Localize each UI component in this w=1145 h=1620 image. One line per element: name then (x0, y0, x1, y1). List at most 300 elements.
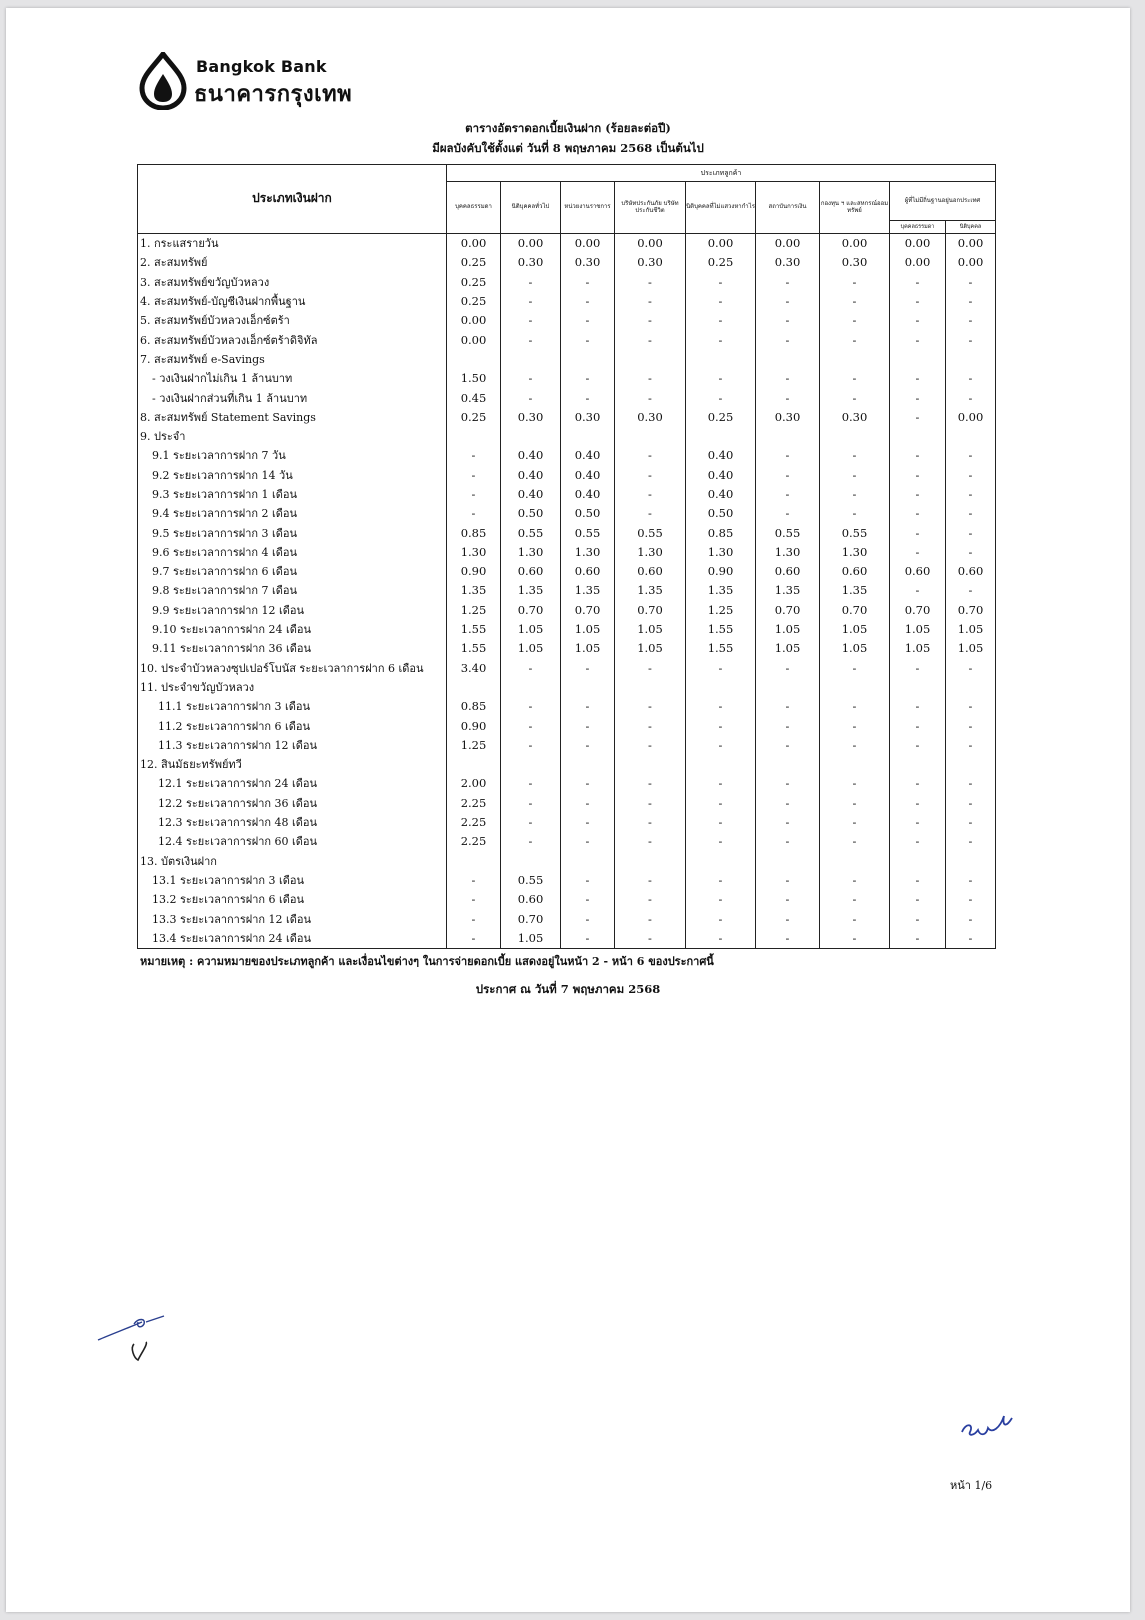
rate-cell: - (686, 832, 756, 851)
rate-cell: - (561, 909, 615, 928)
rate-cell (615, 350, 686, 369)
rate-cell (501, 678, 561, 697)
header-col: นิติบุคคลทั่วไป (501, 182, 561, 234)
rate-cell: 0.50 (501, 504, 561, 523)
rate-cell: - (501, 697, 561, 716)
row-label: 9.5 ระยะเวลาการฝาก 3 เดือน (138, 523, 447, 542)
header-customer-type: ประเภทลูกค้า (447, 165, 996, 182)
table-row (138, 813, 996, 832)
rate-cell: 1.05 (561, 620, 615, 639)
table-row (138, 890, 996, 909)
rate-cell: - (946, 273, 996, 292)
rate-cell: 0.00 (447, 330, 501, 349)
header-col: หน่วยงานราชการ (561, 182, 615, 234)
rate-cell: 0.25 (447, 292, 501, 311)
rate-cell: - (756, 871, 820, 890)
rate-cell: 0.00 (756, 234, 820, 254)
rate-cell: 1.35 (447, 581, 501, 600)
rate-cell: - (501, 369, 561, 388)
rate-cell: - (756, 292, 820, 311)
rate-cell: - (501, 311, 561, 330)
rate-cell: 0.55 (501, 871, 561, 890)
row-label: 1. กระแสรายวัน (138, 234, 447, 254)
rate-cell: 0.55 (615, 523, 686, 542)
rate-cell: - (890, 369, 946, 388)
rate-cell: 0.60 (501, 890, 561, 909)
rate-cell: - (501, 388, 561, 407)
rate-cell (820, 852, 890, 871)
rate-cell: 0.60 (946, 562, 996, 581)
rate-cell: - (890, 330, 946, 349)
rate-cell: 0.85 (686, 523, 756, 542)
rate-cell: - (820, 890, 890, 909)
rate-cell: 1.30 (756, 543, 820, 562)
rate-cell: - (756, 929, 820, 949)
rate-cell: - (561, 832, 615, 851)
rate-cell: 0.00 (447, 311, 501, 330)
rate-cell: 0.00 (946, 408, 996, 427)
rate-cell: 0.30 (501, 253, 561, 272)
row-label: 11.1 ระยะเวลาการฝาก 3 เดือน (138, 697, 447, 716)
rate-cell: 0.30 (615, 253, 686, 272)
rate-cell: - (686, 871, 756, 890)
rate-cell: 1.05 (890, 639, 946, 658)
rate-cell (756, 427, 820, 446)
rate-cell: - (756, 273, 820, 292)
rate-cell: - (820, 311, 890, 330)
row-label: 11.2 ระยะเวลาการฝาก 6 เดือน (138, 716, 447, 735)
rate-cell: 0.70 (561, 601, 615, 620)
rate-cell: - (501, 774, 561, 793)
rate-cell: 0.55 (820, 523, 890, 542)
row-label: 3. สะสมทรัพย์ขวัญบัวหลวง (138, 273, 447, 292)
table-row (138, 736, 996, 755)
rate-cell: - (615, 697, 686, 716)
document-title: ตารางอัตราดอกเบี้ยเงินฝาก (ร้อยละต่อปี) (465, 121, 671, 135)
row-label: 13.2 ระยะเวลาการฝาก 6 เดือน (138, 890, 447, 909)
table-row (138, 330, 996, 349)
rate-cell: 0.25 (447, 253, 501, 272)
rate-cell: - (820, 929, 890, 949)
rate-cell: - (890, 890, 946, 909)
rate-cell: - (447, 929, 501, 949)
row-label: 6. สะสมทรัพย์บัวหลวงเอ็กซ์ตร้าดิจิทัล (138, 330, 447, 349)
rate-cell: 0.30 (561, 408, 615, 427)
row-label: 12. สินมัธยะทรัพย์ทวี (138, 755, 447, 774)
rate-cell (686, 427, 756, 446)
rate-cell: - (686, 774, 756, 793)
table-row (138, 369, 996, 388)
table-row (138, 234, 996, 254)
rate-cell (615, 852, 686, 871)
rate-cell: - (561, 369, 615, 388)
table-row (138, 562, 996, 581)
rate-cell: 0.40 (501, 446, 561, 465)
rate-cell: 1.05 (820, 639, 890, 658)
rate-cell: - (820, 388, 890, 407)
rate-cell (501, 755, 561, 774)
rate-cell: 0.25 (447, 273, 501, 292)
rate-cell: - (686, 659, 756, 678)
rate-cell: 0.70 (890, 601, 946, 620)
row-label: 9.7 ระยะเวลาการฝาก 6 เดือน (138, 562, 447, 581)
row-label: 12.4 ระยะเวลาการฝาก 60 เดือน (138, 832, 447, 851)
rate-cell: - (756, 794, 820, 813)
logo-name-th: ธนาคารกรุงเทพ (194, 82, 353, 107)
rate-cell (447, 678, 501, 697)
rate-cell (447, 852, 501, 871)
header-col: กองทุน ฯ และสหกรณ์ออมทรัพย์ (820, 182, 890, 234)
header-col: สถาบันการเงิน (756, 182, 820, 234)
rate-cell: - (820, 446, 890, 465)
rate-cell: - (686, 369, 756, 388)
rate-cell (946, 755, 996, 774)
rate-cell: 0.30 (501, 408, 561, 427)
rate-cell: 1.05 (946, 639, 996, 658)
rate-cell: 0.30 (561, 253, 615, 272)
header-subcol: บุคคลธรรมดา (890, 221, 946, 234)
rate-cell: - (890, 871, 946, 890)
rate-cell (686, 852, 756, 871)
announcement-date: ประกาศ ณ วันที่ 7 พฤษภาคม 2568 (475, 982, 661, 996)
rate-cell (756, 852, 820, 871)
rate-cell: - (561, 736, 615, 755)
rate-cell (615, 427, 686, 446)
rate-cell: 0.90 (447, 562, 501, 581)
rate-cell (890, 755, 946, 774)
rate-cell: - (890, 716, 946, 735)
rate-cell: - (615, 774, 686, 793)
rate-cell: - (946, 311, 996, 330)
rate-cell: - (756, 504, 820, 523)
rate-cell: 0.00 (946, 253, 996, 272)
rate-cell: - (447, 485, 501, 504)
rate-cell: 1.25 (686, 601, 756, 620)
rate-cell: - (946, 466, 996, 485)
row-label: 8. สะสมทรัพย์ Statement Savings (138, 408, 447, 427)
rate-cell: 2.25 (447, 813, 501, 832)
rate-cell: - (756, 716, 820, 735)
rate-cell: - (756, 736, 820, 755)
rate-cell: - (890, 659, 946, 678)
row-label: 13. บัตรเงินฝาก (138, 852, 447, 871)
rate-cell: - (561, 890, 615, 909)
rate-cell: - (890, 929, 946, 949)
rate-cell: 0.30 (615, 408, 686, 427)
rate-cell: 0.55 (756, 523, 820, 542)
rate-cell: - (615, 485, 686, 504)
rate-cell: - (561, 929, 615, 949)
rate-cell: - (946, 929, 996, 949)
table-row (138, 253, 996, 272)
rate-cell: 1.05 (501, 929, 561, 949)
rate-cell: 0.60 (615, 562, 686, 581)
rate-cell: - (946, 716, 996, 735)
rate-cell: - (501, 716, 561, 735)
rate-cell: - (501, 273, 561, 292)
rate-cell: - (686, 716, 756, 735)
rate-cell: 0.30 (756, 253, 820, 272)
rate-cell: - (820, 466, 890, 485)
rate-cell: 1.35 (756, 581, 820, 600)
rate-cell: - (946, 659, 996, 678)
rate-cell: - (615, 330, 686, 349)
effective-date: มีผลบังคับใช้ตั้งแต่ วันที่ 8 พฤษภาคม 2568 เป็นต้นไป (432, 141, 704, 155)
rate-cell: - (946, 736, 996, 755)
row-label: 9.11 ระยะเวลาการฝาก 36 เดือน (138, 639, 447, 658)
rate-cell: - (946, 369, 996, 388)
rate-cell: - (615, 832, 686, 851)
rate-cell: 0.60 (890, 562, 946, 581)
rate-cell: - (946, 446, 996, 465)
rate-cell: 0.50 (561, 504, 615, 523)
rate-cell: - (501, 736, 561, 755)
rate-cell: - (820, 716, 890, 735)
rate-cell (946, 852, 996, 871)
rate-cell: 0.40 (686, 466, 756, 485)
rate-cell: - (615, 369, 686, 388)
rate-cell: 0.70 (501, 909, 561, 928)
table-row (138, 794, 996, 813)
rate-cell: - (615, 659, 686, 678)
rate-cell (946, 427, 996, 446)
table-row (138, 292, 996, 311)
rate-cell: - (501, 292, 561, 311)
rate-cell: 1.05 (946, 620, 996, 639)
rate-cell: - (890, 774, 946, 793)
rate-cell: - (756, 369, 820, 388)
row-label: 9.3 ระยะเวลาการฝาก 1 เดือน (138, 485, 447, 504)
rate-cell: - (890, 388, 946, 407)
rate-cell: - (615, 794, 686, 813)
rate-cell (890, 427, 946, 446)
rate-cell: - (561, 871, 615, 890)
rate-cell: - (820, 485, 890, 504)
rate-cell: 0.90 (447, 716, 501, 735)
rate-cell (686, 755, 756, 774)
rate-cell: - (820, 871, 890, 890)
rate-cell: 0.70 (820, 601, 890, 620)
rate-cell: 0.00 (890, 253, 946, 272)
rate-cell: - (820, 697, 890, 716)
rate-cell: - (946, 388, 996, 407)
rate-cell: - (820, 736, 890, 755)
row-label: 13.3 ระยะเวลาการฝาก 12 เดือน (138, 909, 447, 928)
rate-cell: - (946, 832, 996, 851)
rate-cell: - (615, 388, 686, 407)
rate-cell: - (756, 890, 820, 909)
table-row (138, 273, 996, 292)
rate-cell: 1.30 (686, 543, 756, 562)
rate-cell: - (561, 774, 615, 793)
rate-cell: 0.30 (820, 408, 890, 427)
rate-cell: 3.40 (447, 659, 501, 678)
rate-cell (756, 678, 820, 697)
rate-cell: - (756, 832, 820, 851)
rate-cell: 0.40 (561, 466, 615, 485)
rate-cell: 0.40 (561, 446, 615, 465)
rate-cell: 1.35 (686, 581, 756, 600)
row-label: - วงเงินฝากส่วนที่เกิน 1 ล้านบาท (138, 388, 447, 407)
rate-cell: 0.40 (501, 466, 561, 485)
rate-cell: 0.00 (686, 234, 756, 254)
rate-cell: 2.25 (447, 832, 501, 851)
row-label: 9.10 ระยะเวลาการฝาก 24 เดือน (138, 620, 447, 639)
rate-cell: 0.85 (447, 523, 501, 542)
rate-cell: - (890, 736, 946, 755)
table-row (138, 504, 996, 523)
header-col: บุคคลธรรมดา (447, 182, 501, 234)
rate-cell (561, 427, 615, 446)
rate-cell: 1.30 (501, 543, 561, 562)
row-label: 9. ประจำ (138, 427, 447, 446)
rate-cell (946, 678, 996, 697)
rate-cell: - (501, 794, 561, 813)
rate-cell: 0.60 (756, 562, 820, 581)
page-number: หน้า 1/6 (950, 1479, 993, 1492)
rate-cell: - (615, 890, 686, 909)
table-row (138, 446, 996, 465)
rate-cell: 0.40 (501, 485, 561, 504)
rate-cell (890, 678, 946, 697)
rate-cell (561, 678, 615, 697)
signature-icon (958, 1406, 1018, 1442)
rate-cell: 1.05 (501, 639, 561, 658)
rate-cell: 1.05 (501, 620, 561, 639)
rate-cell: - (686, 794, 756, 813)
table-row (138, 774, 996, 793)
rate-cell: 0.40 (561, 485, 615, 504)
rate-cell: 0.55 (561, 523, 615, 542)
rate-cell: 1.05 (756, 639, 820, 658)
rate-cell: - (946, 330, 996, 349)
rate-cell: 0.25 (447, 408, 501, 427)
rate-cell: - (946, 504, 996, 523)
table-row (138, 639, 996, 658)
rate-cell: - (946, 871, 996, 890)
rate-cell: - (890, 697, 946, 716)
rate-cell: 1.05 (820, 620, 890, 639)
rate-cell (756, 755, 820, 774)
rate-cell: - (686, 736, 756, 755)
rate-cell (561, 852, 615, 871)
rate-cell: 1.05 (615, 639, 686, 658)
rate-cell: - (561, 292, 615, 311)
table-row (138, 388, 996, 407)
rate-cell: 1.35 (615, 581, 686, 600)
rate-cell: 0.45 (447, 388, 501, 407)
rate-cell: - (615, 813, 686, 832)
rate-cell: - (686, 813, 756, 832)
rate-cell: 2.00 (447, 774, 501, 793)
rate-cell: - (615, 716, 686, 735)
rate-cell (820, 755, 890, 774)
rate-cell: 1.25 (447, 601, 501, 620)
logo-name-en: Bangkok Bank (196, 57, 327, 76)
rate-cell: - (686, 330, 756, 349)
rate-cell: 1.55 (686, 620, 756, 639)
rate-cell: - (820, 504, 890, 523)
rate-cell: - (756, 813, 820, 832)
rate-cell: - (501, 832, 561, 851)
rate-cell: - (615, 736, 686, 755)
rate-cell: - (820, 273, 890, 292)
rate-cell (686, 678, 756, 697)
rate-cell: - (447, 871, 501, 890)
table-row (138, 581, 996, 600)
rate-cell: 0.00 (501, 234, 561, 254)
rate-cell: - (890, 485, 946, 504)
rate-cell (615, 678, 686, 697)
rate-cell: - (946, 774, 996, 793)
table-row (138, 466, 996, 485)
rate-cell: - (890, 446, 946, 465)
rate-cell: - (946, 909, 996, 928)
rate-cell: 1.35 (820, 581, 890, 600)
table-row (138, 523, 996, 542)
rate-cell: 1.50 (447, 369, 501, 388)
row-label: 11. ประจำขวัญบัวหลวง (138, 678, 447, 697)
rate-cell: - (561, 659, 615, 678)
row-label: 13.4 ระยะเวลาการฝาก 24 เดือน (138, 929, 447, 949)
rate-cell: - (686, 929, 756, 949)
rate-cell (561, 755, 615, 774)
header-deposit-type: ประเภทเงินฝาก (138, 165, 447, 234)
rate-cell: - (890, 543, 946, 562)
table-row (138, 427, 996, 446)
rate-cell: - (615, 504, 686, 523)
header-col: บริษัทประกันภัย บริษัทประกันชีวิต (615, 182, 686, 234)
rate-cell: 0.30 (756, 408, 820, 427)
rate-cell (820, 350, 890, 369)
rate-cell: - (561, 716, 615, 735)
table-row (138, 909, 996, 928)
rate-cell (820, 678, 890, 697)
rate-cell: - (561, 697, 615, 716)
rate-cell: - (756, 909, 820, 928)
header-col: นิติบุคคลที่ไม่แสวงหากำไร (686, 182, 756, 234)
rate-cell: - (890, 813, 946, 832)
rate-cell (820, 427, 890, 446)
rate-cell: - (820, 292, 890, 311)
rate-cell: 0.30 (820, 253, 890, 272)
rate-cell: - (615, 929, 686, 949)
table-row (138, 871, 996, 890)
rate-cell: 0.60 (820, 562, 890, 581)
row-label: 9.4 ระยะเวลาการฝาก 2 เดือน (138, 504, 447, 523)
rate-cell: 1.55 (447, 620, 501, 639)
rate-cell: - (561, 311, 615, 330)
rate-cell: 1.05 (615, 620, 686, 639)
rate-cell: 0.25 (686, 408, 756, 427)
row-label: 7. สะสมทรัพย์ e-Savings (138, 350, 447, 369)
rate-cell: 0.70 (501, 601, 561, 620)
rate-cell: - (890, 408, 946, 427)
rate-cell: - (820, 832, 890, 851)
table-row (138, 852, 996, 871)
rate-cell: - (946, 523, 996, 542)
rate-cell: 1.25 (447, 736, 501, 755)
rate-cell (890, 350, 946, 369)
rate-cell: - (686, 909, 756, 928)
rate-cell: - (447, 909, 501, 928)
table-row (138, 408, 996, 427)
signature-initials-icon (94, 1314, 174, 1384)
rate-cell: - (820, 909, 890, 928)
rate-cell (890, 852, 946, 871)
rate-cell: 0.85 (447, 697, 501, 716)
rate-cell: - (756, 330, 820, 349)
